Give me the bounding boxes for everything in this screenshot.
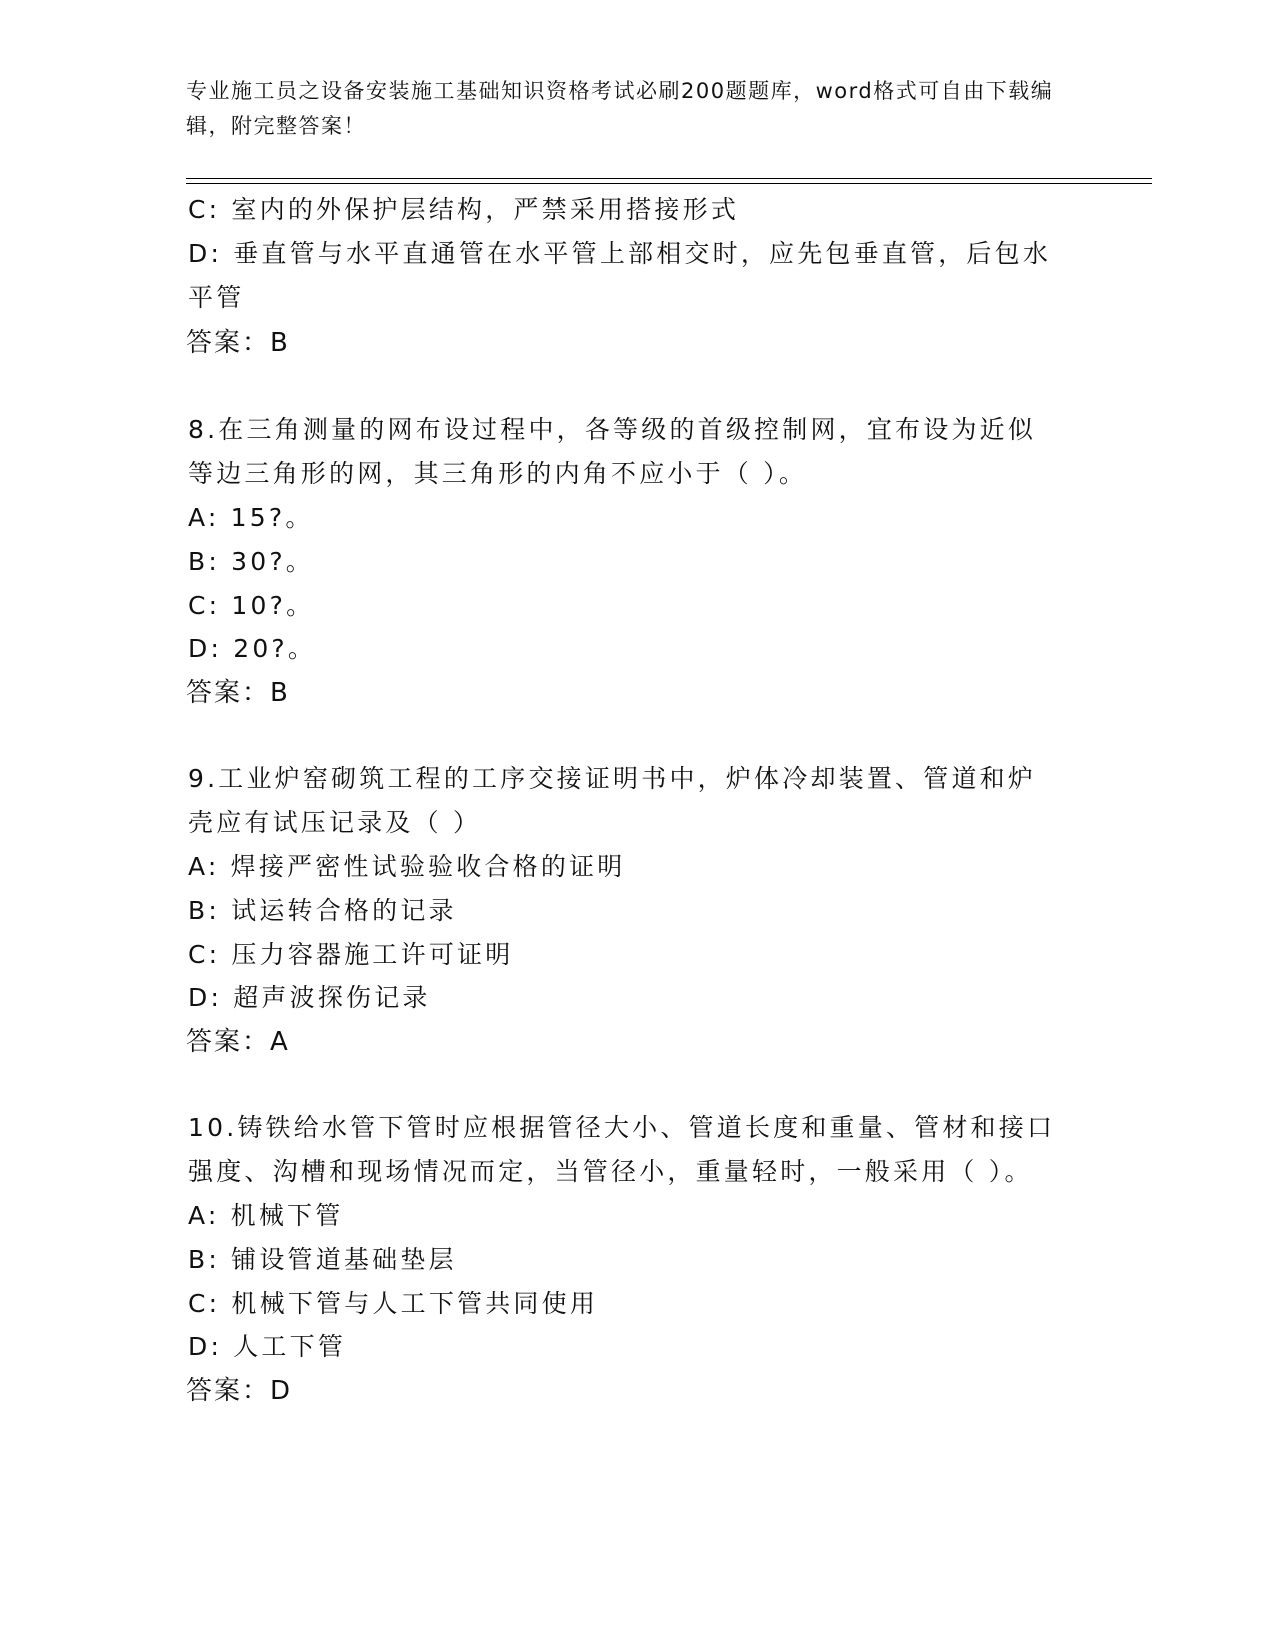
q8-option-c: C: 10?。: [188, 591, 315, 620]
q8-option-a: A: 15?。: [188, 503, 314, 532]
q8-option-d: D: 20?。: [188, 634, 317, 663]
header-divider-bottom: [186, 183, 1152, 184]
answer-value: D: [270, 1376, 292, 1406]
q10-option-a: A: 机械下管: [188, 1201, 344, 1230]
q9-option-a: A: 焊接严密性试验验收合格的证明: [188, 852, 626, 881]
q9-answer: [186, 1025, 289, 1059]
q9-stem-line1: 9.工业炉窑砌筑工程的工序交接证明书中，炉体冷却装置、管道和炉: [188, 764, 1037, 793]
q9-option-b: B: 试运转合格的记录: [188, 896, 457, 925]
q8-stem-line2: 等边三角形的网，其三角形的内角不应小于（ ）。: [188, 459, 808, 488]
q10-option-d: D: 人工下管: [188, 1332, 347, 1361]
answer-label: 答案：: [186, 1027, 271, 1057]
header-divider-top: [186, 178, 1152, 179]
answer-value: B: [270, 328, 289, 358]
answer-value: A: [270, 1027, 289, 1057]
prev-option-c: C: 室内的外保护层结构，严禁采用搭接形式: [188, 195, 740, 224]
q9-stem-line2: 壳应有试压记录及（ ）: [188, 808, 482, 837]
answer-label: 答案：: [186, 678, 271, 708]
answer-value: B: [270, 678, 289, 708]
q10-answer: [186, 1374, 291, 1408]
q10-option-b: B: 铺设管道基础垫层: [188, 1245, 457, 1274]
q10-stem-line1: 10.铸铁给水管下管时应根据管径大小、管道长度和重量、管材和接口: [188, 1113, 1056, 1142]
answer-label: 答案：: [186, 1376, 271, 1406]
q8-stem-line1: 8.在三角测量的网布设过程中，各等级的首级控制网，宜布设为近似: [188, 415, 1037, 444]
q10-option-c: C: 机械下管与人工下管共同使用: [188, 1289, 599, 1318]
q10-stem-line2: 强度、沟槽和现场情况而定，当管径小，重量轻时，一般采用（ ）。: [188, 1157, 1033, 1186]
q9-option-c: C: 压力容器施工许可证明: [188, 940, 514, 969]
prev-option-d-line2: 平管: [188, 283, 245, 312]
prev-option-d-line1: D: 垂直管与水平直通管在水平管上部相交时，应先包垂直管，后包水: [188, 239, 1052, 268]
answer-label: 答案：: [186, 328, 271, 358]
q9-option-d: D: 超声波探伤记录: [188, 983, 431, 1012]
document-header: 专业施工员之设备安装施工基础知识资格考试必刷200题题库，word格式可自由下载编辑，附完整答案！: [186, 79, 1054, 138]
q8-option-b: B: 30?。: [188, 547, 315, 576]
prev-answer: [186, 326, 289, 360]
q8-answer: [186, 676, 289, 710]
